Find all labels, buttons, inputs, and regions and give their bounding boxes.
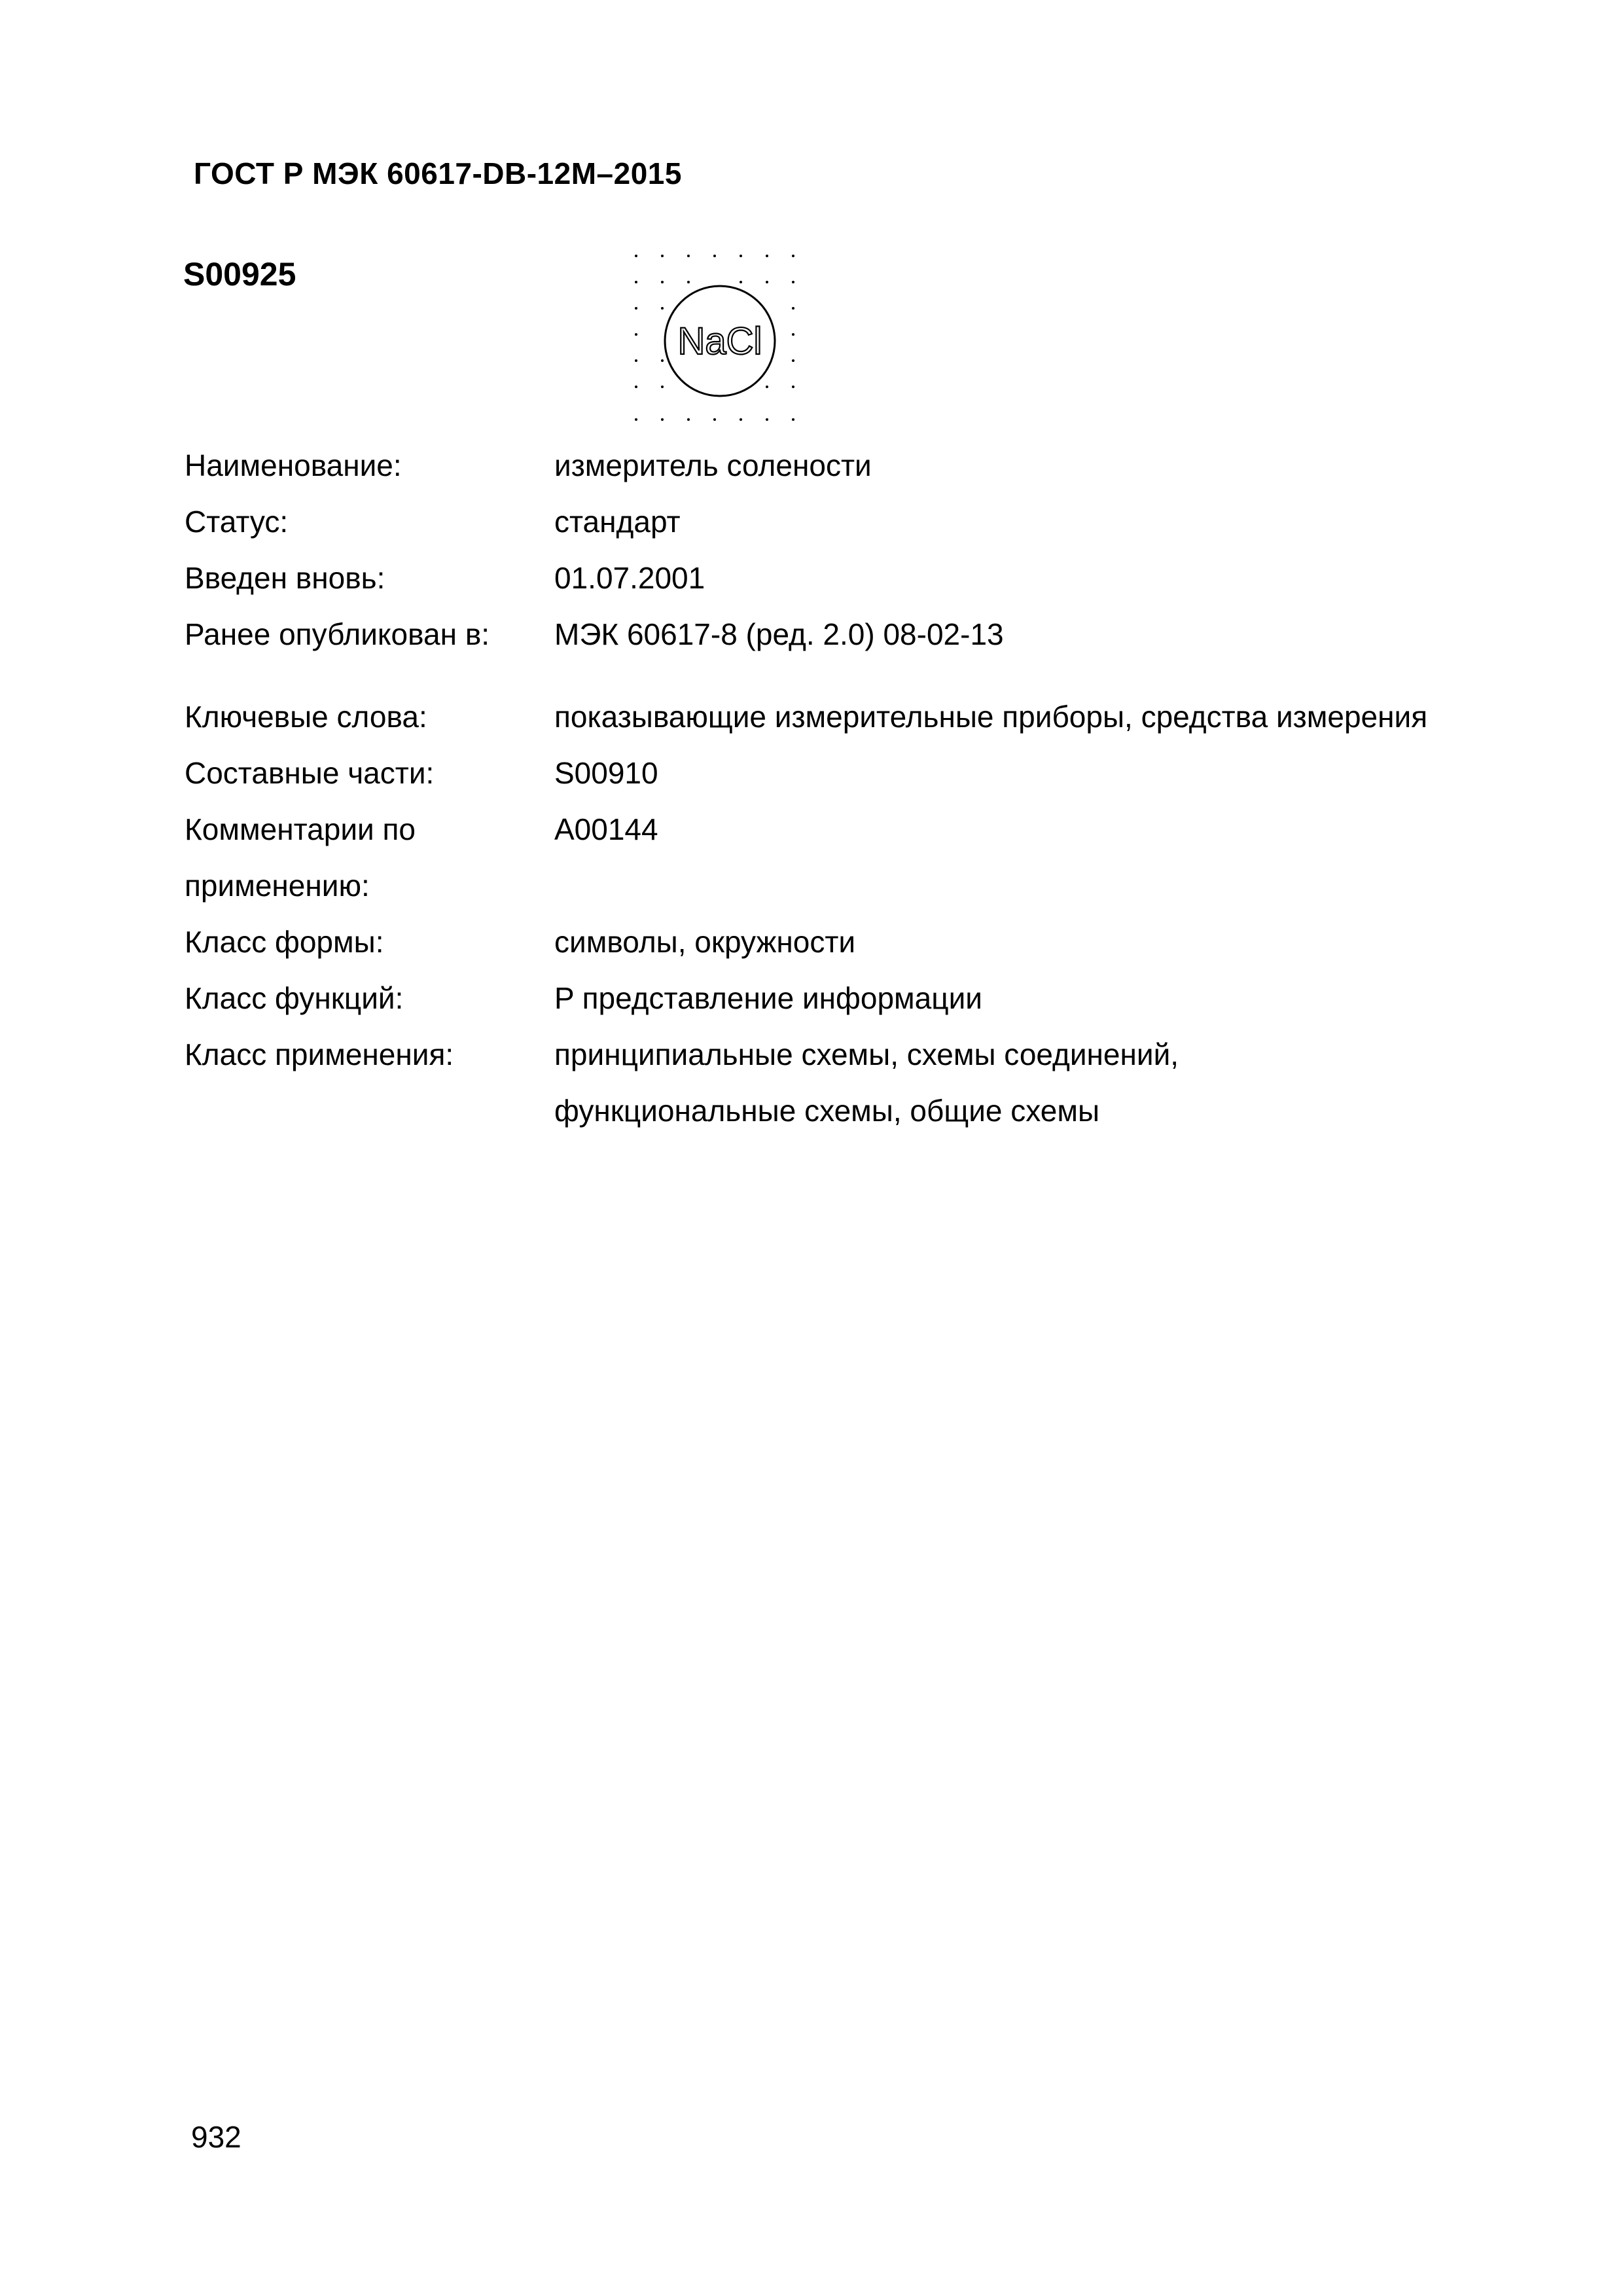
attributes-table	[185, 437, 1428, 1139]
field-label: Введен вновь:	[185, 561, 385, 595]
field-row-components	[185, 745, 1428, 801]
grid-dot	[661, 307, 664, 310]
grid-dot	[766, 418, 768, 421]
grid-dot	[766, 281, 768, 283]
field-label: Комментарии по применению:	[185, 812, 416, 903]
nacl-circle-symbol-icon	[625, 251, 815, 434]
field-row-introduced	[185, 550, 1428, 606]
grid-dot	[713, 255, 716, 257]
grid-dot	[635, 307, 637, 310]
field-value: принципиальные схемы, схемы соединений, функциональные схемы, общие схемы	[554, 1037, 1179, 1128]
grid-dot	[740, 418, 742, 421]
field-row-function-class	[185, 970, 1428, 1026]
symbol-text: NaCl	[677, 320, 762, 363]
grid-dot	[635, 255, 637, 257]
grid-dot	[635, 418, 637, 421]
field-label: Класс формы:	[185, 925, 384, 959]
field-label: Класс функций:	[185, 981, 404, 1015]
grid-dot	[766, 386, 768, 388]
grid-dot	[792, 255, 794, 257]
grid-dot	[661, 281, 664, 283]
grid-dot	[635, 281, 637, 283]
grid-dot	[661, 255, 664, 257]
field-value: символы, окружности	[554, 925, 856, 959]
field-row-shape-class	[185, 914, 1428, 970]
grid-dot	[740, 281, 742, 283]
field-value: A00144	[554, 812, 658, 846]
field-row-name	[185, 437, 1428, 493]
grid-dot	[687, 281, 690, 283]
grid-dot	[740, 255, 742, 257]
document-header: ГОСТ Р МЭК 60617-DB-12M–2015	[194, 156, 682, 190]
field-label: Наименование:	[185, 448, 402, 482]
grid-dot	[792, 281, 794, 283]
field-label: Ранее опубликован в:	[185, 617, 490, 651]
field-row-previously-published	[185, 606, 1428, 662]
symbol-id: S00925	[183, 256, 296, 293]
field-value: измеритель солености	[554, 448, 872, 482]
field-value: стандарт	[554, 505, 681, 539]
grid-dot	[792, 333, 794, 336]
grid-dot	[661, 386, 664, 388]
grid-dot	[687, 255, 690, 257]
field-label: Составные части:	[185, 756, 435, 790]
symbol-figure	[625, 251, 815, 434]
grid-dot	[635, 333, 637, 336]
field-row-keywords	[185, 689, 1428, 745]
field-value: МЭК 60617-8 (ред. 2.0) 08-02-13	[554, 617, 1004, 651]
grid-dot	[661, 359, 664, 362]
field-value: P представление информации	[554, 981, 982, 1015]
field-label: Класс применения:	[185, 1037, 454, 1071]
field-value: 01.07.2001	[554, 561, 705, 595]
field-row-application-class	[185, 1026, 1428, 1139]
grid-dot	[792, 418, 794, 421]
grid-dot	[661, 418, 664, 421]
field-label: Ключевые слова:	[185, 700, 427, 734]
field-value: показывающие измерительные приборы, средства измерения	[554, 700, 1428, 734]
page-number: 932	[191, 2120, 241, 2154]
grid-dot	[635, 359, 637, 362]
grid-dot	[792, 359, 794, 362]
field-value: S00910	[554, 756, 658, 790]
field-row-application-notes	[185, 801, 1428, 914]
grid-dot	[635, 386, 637, 388]
grid-dot	[713, 418, 716, 421]
grid-dot	[792, 307, 794, 310]
field-label: Статус:	[185, 505, 289, 539]
grid-dot	[792, 386, 794, 388]
grid-dot	[687, 418, 690, 421]
field-row-status	[185, 493, 1428, 550]
grid-dot	[766, 255, 768, 257]
